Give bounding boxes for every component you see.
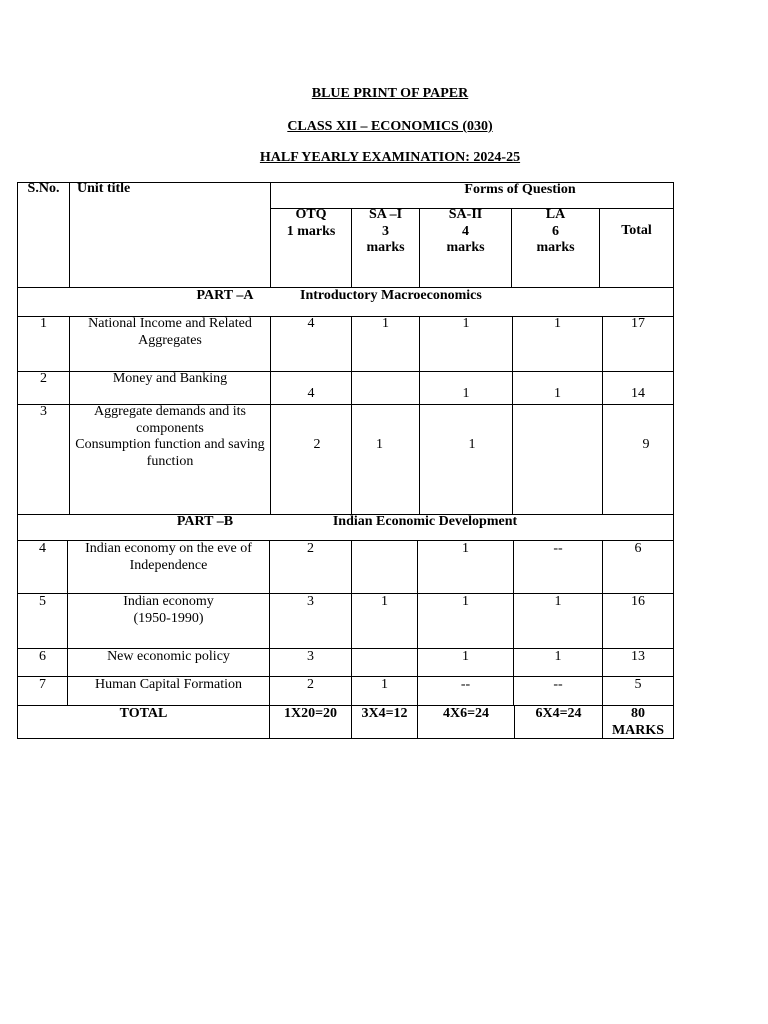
exam-title: HALF YEARLY EXAMINATION: 2024-25	[259, 150, 521, 165]
row-3-cell	[512, 404, 603, 515]
column-header-sa2: SA-II 4 marks	[446, 207, 485, 255]
row-6-unit-title: New economic policy	[107, 649, 230, 664]
row-3-cell	[602, 404, 674, 515]
row-7-la: --	[553, 677, 563, 692]
totals-sa2: 4X6=24	[442, 706, 490, 721]
row-1-otq: 4	[307, 316, 315, 331]
row-7-sno: 7	[39, 677, 46, 692]
part-a-title: Introductory Macroeconomics	[300, 288, 482, 303]
part-b-label: PART –B	[176, 514, 234, 529]
row-1-sa2: 1	[462, 316, 470, 331]
header-cell-sno	[17, 182, 70, 288]
row-3-sa1: 1	[376, 437, 383, 452]
row-6-otq: 3	[307, 649, 314, 664]
row-5-sa2: 1	[462, 594, 469, 609]
row-2-unit-title: Money and Banking	[112, 371, 228, 386]
row-1-total: 17	[631, 316, 645, 331]
row-2-sno: 2	[40, 371, 47, 386]
row-4-sno: 4	[39, 541, 46, 556]
row-2-cell	[351, 371, 420, 405]
row-7-total: 5	[634, 677, 642, 692]
document-title: BLUE PRINT OF PAPER	[311, 86, 469, 101]
totals-sa1: 3X4=12	[361, 706, 408, 721]
column-header-la: LA 6 marks	[536, 207, 575, 255]
row-3-cell	[270, 404, 352, 515]
part-a-label: PART –A	[196, 288, 254, 303]
row-5-unit-title: Indian economy (1950-1990)	[123, 594, 214, 626]
row-1-sa1: 1	[382, 316, 389, 331]
row-3-sa2: 1	[468, 437, 476, 452]
header-cell-total	[599, 208, 674, 288]
row-2-la: 1	[554, 386, 561, 401]
row-2-sa2: 1	[462, 386, 470, 401]
column-header-unit: Unit title	[77, 181, 131, 196]
row-3-cell	[351, 404, 420, 515]
column-header-sno: S.No.	[27, 181, 60, 196]
row-1-sno: 1	[40, 316, 47, 331]
row-5-sno: 5	[39, 594, 46, 609]
row-3-cell	[419, 404, 513, 515]
row-2-otq: 4	[307, 386, 315, 401]
row-4-unit-title: Indian economy on the eve of Independence	[85, 541, 252, 573]
row-4-otq: 2	[307, 541, 314, 556]
row-3-total: 9	[642, 437, 650, 452]
row-1-la: 1	[554, 316, 561, 331]
header-cell-unit	[69, 182, 271, 288]
row-5-la: 1	[554, 594, 562, 609]
row-5-total: 16	[631, 594, 645, 609]
row-4-la: --	[553, 541, 563, 556]
column-header-sa1: SA –I 3 marks	[366, 207, 405, 255]
column-header-forms: Forms of Question	[464, 182, 576, 197]
row-5-sa1: 1	[381, 594, 388, 609]
row-7-unit-title: Human Capital Formation	[95, 677, 242, 692]
totals-total: 80 MARKS	[611, 706, 665, 738]
row-5-otq: 3	[307, 594, 314, 609]
part-b-title: Indian Economic Development	[332, 514, 518, 529]
row-6-sa2: 1	[462, 649, 469, 664]
row-3-otq: 2	[313, 437, 321, 452]
row-4-cell	[351, 540, 418, 594]
totals-otq: 1X20=20	[283, 706, 338, 721]
row-6-la: 1	[554, 649, 562, 664]
row-7-sa1: 1	[381, 677, 388, 692]
row-3-sno: 3	[40, 404, 47, 419]
row-4-sa2: 1	[462, 541, 469, 556]
row-7-sa2: --	[460, 677, 471, 692]
totals-label: TOTAL	[119, 706, 168, 721]
row-3-unit-title: Aggregate demands and its components Consumption function and saving function	[75, 404, 265, 469]
row-2-total: 14	[631, 386, 645, 401]
column-header-total: Total	[621, 223, 652, 238]
column-header-otq: OTQ 1 marks	[286, 207, 336, 239]
row-1-unit-title: National Income and Related Aggregates	[88, 316, 252, 348]
row-3-cell	[17, 404, 70, 515]
row-4-total: 6	[634, 541, 642, 556]
row-6-sno: 6	[39, 649, 46, 664]
row-7-otq: 2	[307, 677, 314, 692]
totals-la: 6X4=24	[535, 706, 582, 721]
row-6-total: 13	[631, 649, 645, 664]
row-6-cell	[351, 648, 418, 677]
document-subtitle: CLASS XII – ECONOMICS (030)	[287, 119, 493, 134]
